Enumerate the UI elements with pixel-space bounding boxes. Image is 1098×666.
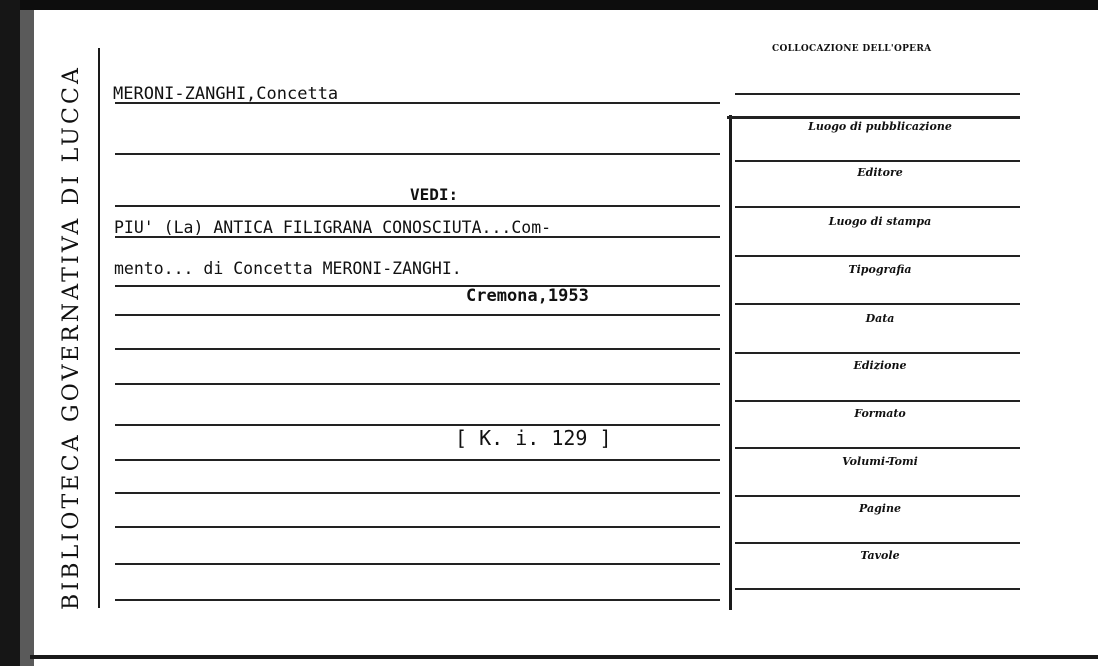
field-label-place-of-printing: Luogo di stampa (828, 215, 932, 228)
rcol-rule-3 (735, 206, 1020, 208)
rule-3 (115, 205, 720, 207)
rcol-rule-0 (735, 93, 1020, 95)
bottom-border (30, 655, 1098, 659)
author-heading: MERONI-ZANGHI,Concetta (113, 84, 339, 104)
field-label-place-of-publication: Luogo di pubblicazione (808, 120, 952, 133)
rcol-rule-5 (735, 303, 1020, 305)
right-column-rule (729, 115, 732, 610)
title-line-2: mento... di Concetta MERONI-ZANGHI. (114, 259, 462, 278)
rule-11 (115, 492, 720, 494)
rcol-rule-1 (727, 116, 1020, 119)
left-border-inner (20, 10, 34, 666)
shelfmark: [ K. i. 129 ] (455, 426, 612, 450)
rule-12 (115, 526, 720, 528)
field-label-printer: Tipografia (848, 263, 912, 276)
rcol-rule-9 (735, 495, 1020, 497)
rcol-rule-8 (735, 447, 1020, 449)
field-label-plates: Tavole (860, 549, 900, 562)
rule-8 (115, 383, 720, 385)
field-label-publisher: Editore (857, 166, 903, 179)
field-label-date: Data (865, 312, 895, 325)
field-label-format: Formato (854, 407, 906, 420)
top-border (0, 0, 1098, 10)
rcol-rule-7 (735, 400, 1020, 402)
rcol-rule-4 (735, 255, 1020, 257)
rcol-rule-11 (735, 588, 1020, 590)
field-label-edition: Edizione (853, 359, 907, 372)
left-border (0, 0, 20, 666)
collocation-header: COLLOCAZIONE DELL'OPERA (772, 44, 932, 54)
library-name: BIBLIOTECA GOVERNATIVA DI LUCCA (59, 64, 84, 610)
rule-6 (115, 314, 720, 316)
rcol-rule-2 (735, 160, 1020, 162)
rule-9 (115, 424, 720, 426)
imprint: Cremona,1953 (466, 286, 589, 306)
rcol-rule-6 (735, 352, 1020, 354)
rule-7 (115, 348, 720, 350)
rule-14 (115, 599, 720, 601)
rule-2 (115, 153, 720, 155)
library-name-vertical (50, 30, 94, 610)
rcol-rule-10 (735, 542, 1020, 544)
see-label: VEDI: (410, 185, 459, 204)
left-margin-rule (98, 48, 100, 608)
rule-5 (115, 285, 720, 287)
rule-13 (115, 563, 720, 565)
title-line-1: PIU' (La) ANTICA FILIGRANA CONOSCIUTA...Com- (114, 218, 552, 237)
field-label-pages: Pagine (859, 502, 901, 515)
rule-10 (115, 459, 720, 461)
field-label-volumes: Volumi-Tomi (842, 455, 918, 468)
